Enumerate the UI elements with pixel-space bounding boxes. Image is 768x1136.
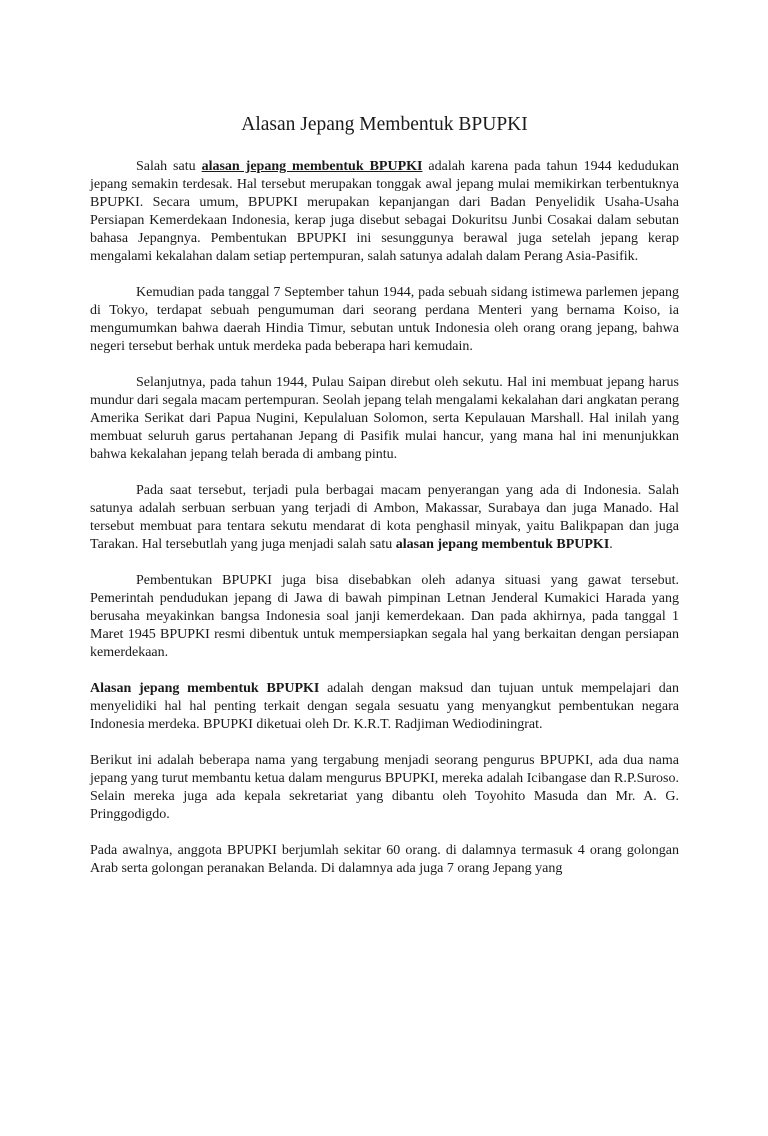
paragraph-2: Kemudian pada tanggal 7 September tahun 1944, pada sebuah sidang istimewa parlemen jepang di Tokyo, terdapat sebuah pengumuman dari seorang perdana Menteri yang bernama Koiso, ia mengumumkan bahwa daerah Hindia Timur, sebutan untuk Indonesia oleh orang orang jepang, bahwa negeri tersebut berhak untuk merdeka pada beberapa hari kemudain. — [90, 285, 679, 355]
document-page — [0, 112, 768, 1136]
paragraph-4-text-b: . — [609, 537, 613, 553]
paragraph-4-text-a: Pada saat tersebut, terjadi pula berbagai macam penyerangan yang ada di Indonesia. Salah satunya adalah serbuan serbuan yang terjadi di Ambon, Makassar, Surabaya dan juga Manado. Hal tersebut membuat para tentara sekutu mendarat di kota penghasil minyak, yaitu Balikpapan dan juga Tarakan. Hal tersebutlah yang juga menjadi salah satu — [90, 483, 679, 553]
paragraph-1-text-a: Salah satu — [136, 159, 202, 175]
paragraph-8: Pada awalnya, anggota BPUPKI berjumlah sekitar 60 orang. di dalamnya termasuk 4 orang golongan Arab serta golongan peranakan Belanda. Di dalamnya ada juga 7 orang Jepang yang — [90, 843, 679, 877]
document-title: Alasan Jepang Membentuk BPUPKI — [241, 114, 528, 135]
paragraph-1-text-b: adalah karena pada tahun 1944 kedudukan jepang semakin terdesak. Hal tersebut merupakan tonggak awal jepang mulai memikirkan terbentuknya BPUPKI. Secara umum, BPUPKI merupakan kepanjangan dari Badan Penyelidik Usaha-Usaha Persiapan Kemerdekaan Indonesia, kerap juga disebut sebagai Dokuritsu Junbi Cosakai dalam sebutan bahasa Jepangnya. Pembentukan BPUPKI ini sesunggunya berawal juga setelah jepang kerap mengalami kekalahan dalam setiap pertempuran, salah satunya adalah dalam Perang Asia-Pasifik. — [90, 159, 679, 265]
paragraph-6-text: adalah dengan maksud dan tujuan untuk mempelajari dan menyelidiki hal hal penting terkait dengan segala sesuatu yang menyangkut pembentukan negara Indonesia merdeka. BPUPKI diketuai oleh Dr. K.R.T. Radjiman Wediodiningrat. — [90, 681, 679, 733]
paragraph-1 — [90, 158, 679, 266]
paragraph-7: Berikut ini adalah beberapa nama yang tergabung menjadi seorang pengurus BPUPKI, ada dua nama jepang yang turut membantu ketua dalam mengurus BPUPKI, mereka adalah Icibangase dan R.P.Suroso. Selain mereka juga ada kepala sekretariat yang dibantu oleh Toyohito Masuda dan Mr. A. G. Pringgodigdo. — [90, 753, 679, 823]
keyword-link[interactable]: alasan jepang membentuk BPUPKI — [201, 159, 423, 175]
paragraph-5: Pembentukan BPUPKI juga bisa disebabkan oleh adanya situasi yang gawat tersebut. Pemerintah pendudukan jepang di Jawa di bawah pimpinan Letnan Jenderal Kumakici Harada yang berusaha meyakinkan bangsa Indonesia soal janji kemerdekaan. Dan pada akhirnya, pada tanggal 1 Maret 1945 BPUPKI resmi dibentuk untuk mempersiapkan segala hal yang berkaitan dengan persiapan kemerdekaan. — [90, 573, 679, 661]
paragraph-4 — [90, 482, 679, 554]
paragraph-3: Selanjutnya, pada tahun 1944, Pulau Saipan direbut oleh sekutu. Hal ini membuat jepang harus mundur dari segala macam pertempuran. Seolah jepang telah mengalami kekalahan dari angkatan perang Amerika Serikat dari Papua Nugini, Kepulaluan Solomon, serta Kepulauan Marshall. Hal inilah yang membuat seluruh garus pertahanan Jepang di Pasifik mulai hancur, yang mana hal ini menunjukkan bahwa kekalahan jepang telah berada di ambang pintu. — [90, 375, 679, 463]
paragraph-6 — [90, 680, 679, 734]
paragraph-4-bold-keyword: alasan jepang membentuk BPUPKI — [395, 537, 610, 553]
paragraph-6-bold-keyword: Alasan jepang membentuk BPUPKI — [90, 681, 320, 697]
